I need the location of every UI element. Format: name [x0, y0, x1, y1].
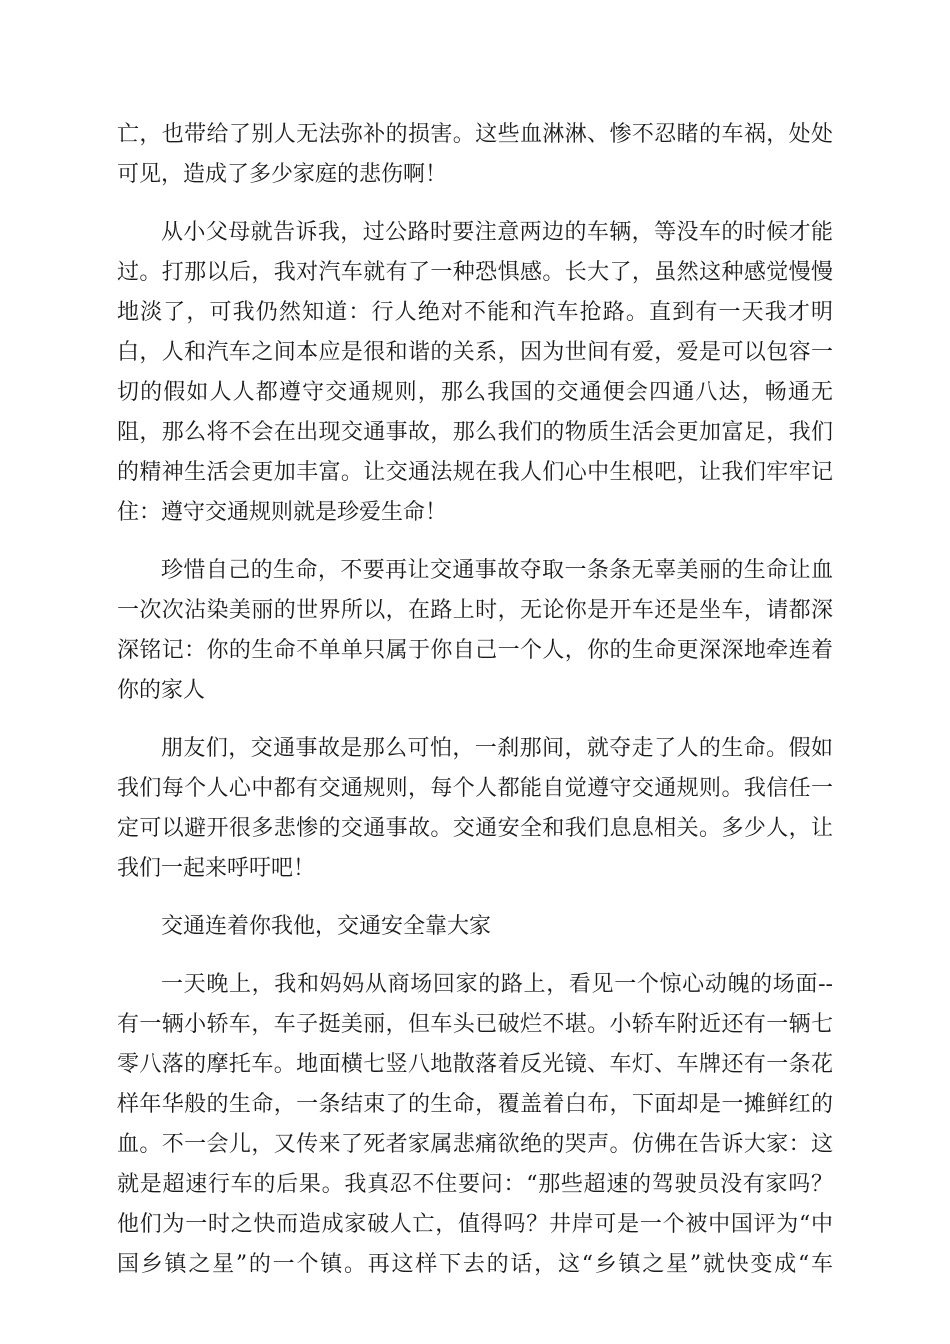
text-line: 亡，也带给了别人无法弥补的损害。这些血淋淋、惨不忍睹的车祸，处处	[117, 122, 833, 147]
text-line: 零八落的摩托车。地面横七竖八地散落着反光镜、车灯、车牌还有一条花	[117, 1052, 833, 1077]
text-line: 阻，那么将不会在出现交通事故，那么我们的物质生活会更加富足，我们	[117, 420, 833, 445]
text-line: 血。不一会儿，又传来了死者家属悲痛欲绝的哭声。仿佛在告诉大家：这	[117, 1132, 833, 1157]
text-line: 过。打那以后，我对汽车就有了一种恐惧感。长大了，虽然这种感觉慢慢	[117, 260, 833, 285]
text-line: 就是超速行车的后果。我真忍不住要问：“那些超速的驾驶员没有家吗？	[117, 1172, 833, 1197]
text-line: 你的家人	[117, 678, 206, 703]
text-line: 交通连着你我他，交通安全靠大家	[161, 914, 492, 939]
paragraph	[117, 115, 833, 195]
text-line: 我们一起来呼吁吧！	[117, 856, 316, 881]
text-line: 样年华般的生命，一条结束了的生命，覆盖着白布，下面却是一摊鲜红的	[117, 1092, 833, 1117]
text-line: 深铭记：你的生命不单单只属于你自己一个人，你的生命更深深地牵连着	[117, 638, 833, 663]
text-line: 一天晚上，我和妈妈从商场回家的路上，看见一个惊心动魄的场面--	[161, 972, 833, 997]
text-line: 珍惜自己的生命，不要再让交通事故夺取一条条无辜美丽的生命让血	[161, 558, 833, 583]
text-line: 我们每个人心中都有交通规则，每个人都能自觉遵守交通规则。我信任一	[117, 776, 833, 801]
text-line: 定可以避开很多悲惨的交通事故。交通安全和我们息息相关。多少人，让	[117, 816, 833, 841]
text-line: 白，人和汽车之间本应是很和谐的关系，因为世间有爱，爱是可以包容一	[117, 340, 833, 365]
text-line: 可见，造成了多少家庭的悲伤啊！	[117, 162, 448, 187]
text-line: 他们为一时之快而造成家破人亡，值得吗？井岸可是一个被中国评为“中	[117, 1212, 833, 1237]
text-line: 朋友们，交通事故是那么可怕，一刹那间，就夺走了人的生命。假如	[161, 736, 833, 761]
text-line: 从小父母就告诉我，过公路时要注意两边的车辆，等没车的时候才能	[161, 220, 833, 245]
paragraph	[117, 213, 833, 533]
text-line: 的精神生活会更加丰富。让交通法规在我人们心中生根吧，让我们牢牢记	[117, 460, 833, 485]
paragraph	[117, 729, 833, 889]
paragraph	[117, 907, 833, 947]
text-line: 地淡了，可我仍然知道：行人绝对不能和汽车抢路。直到有一天我才明	[117, 300, 833, 325]
text-line: 住：遵守交通规则就是珍爱生命！	[117, 500, 448, 525]
paragraph	[117, 551, 833, 711]
text-line: 有一辆小轿车，车子挺美丽，但车头已破烂不堪。小轿车附近还有一辆七	[117, 1012, 833, 1037]
document-page	[117, 115, 833, 1303]
text-line: 国乡镇之星”的一个镇。再这样下去的话，这“乡镇之星”就快变成“车	[117, 1252, 833, 1277]
text-line: 切的假如人人都遵守交通规则，那么我国的交通便会四通八达，畅通无	[117, 380, 833, 405]
text-line: 一次次沾染美丽的世界所以，在路上时，无论你是开车还是坐车，请都深	[117, 598, 833, 623]
paragraph	[117, 965, 833, 1285]
